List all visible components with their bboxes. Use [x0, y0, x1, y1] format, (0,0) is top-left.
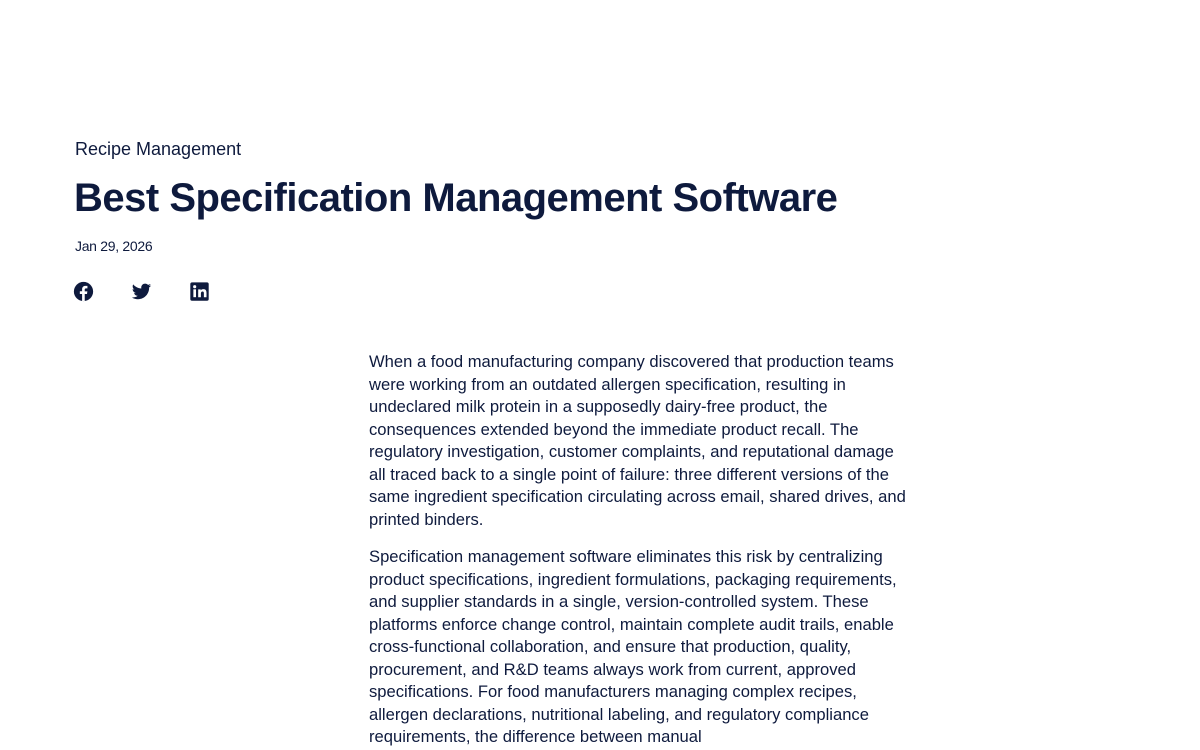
- share-linkedin-button[interactable]: [189, 281, 210, 302]
- post-category[interactable]: Recipe Management: [75, 139, 242, 159]
- facebook-icon: [73, 281, 94, 302]
- article-paragraph: When a food manufacturing company discovered that production teams were working from an outdated allergen specification, resulting in undeclared milk protein in a supposedly dairy-free product, the consequences extended beyond the immediate product recall. The regulatory investigation, customer complaints, and reputational damage all traced back to a single point of failure: three different versions of the same ingredient specification circulating across email, shared drives, and printed binders.: [369, 352, 906, 529]
- twitter-icon: [131, 281, 152, 302]
- article-body: [369, 351, 909, 750]
- linkedin-icon: [189, 281, 210, 302]
- post-date: Jan 29, 2026: [75, 238, 153, 254]
- page-title: Best Specification Management Software: [74, 176, 838, 220]
- article-paragraph: Specification management software eliminates this risk by centralizing product specifications, ingredient formulations, packaging requirements, and supplier standards in a single, version-controlled system. These platforms enforce change control, maintain complete audit trails, enable cross-functional collaboration, and ensure that production, quality, procurement, and R&D teams always work from current, approved specifications. For food manufacturers managing complex recipes, allergen declarations, nutritional labeling, and regulatory compliance requirements, the difference between manual: [369, 547, 897, 746]
- share-facebook-button[interactable]: [73, 281, 94, 302]
- share-twitter-button[interactable]: [131, 281, 152, 302]
- share-links: [73, 281, 210, 302]
